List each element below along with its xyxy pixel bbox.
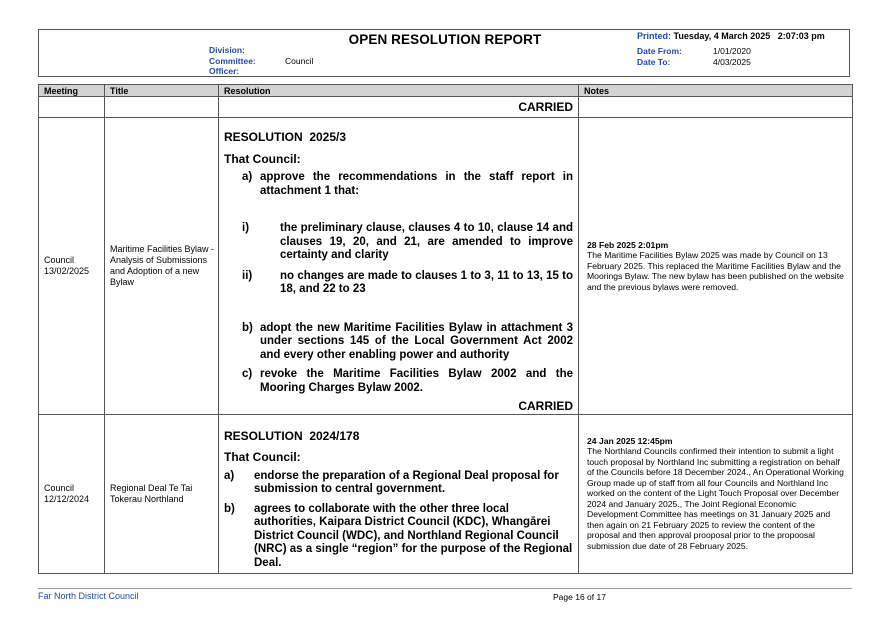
table-row	[39, 97, 853, 118]
printed-value: Tuesday, 4 March 2025 2:07:03 pm	[673, 31, 825, 41]
date-range	[637, 46, 751, 67]
resolution-item: a) approve the recommendations in the staff report in attachment 1 that:	[242, 171, 573, 197]
resolution-item: b) adopt the new Maritime Facilities Bylaw in attachment 3 under sections 145 of the Local Government Act 2002 and every other enabling power and authority	[242, 321, 573, 361]
resolution-number: RESOLUTION 2024/178	[224, 428, 360, 443]
notes-cell	[579, 414, 853, 573]
resolution-cell	[219, 414, 579, 573]
carried-label: CARRIED	[219, 97, 579, 118]
resolution-subitem: i) the preliminary clause, clauses 4 to 10, clause 14 and clauses 19, 20, and 21, are amended to improve certainty and clarity	[242, 222, 573, 261]
date-to-label: Date To:	[637, 56, 671, 67]
resolution-item: c) revoke the Maritime Facilities Bylaw 2002 and the Mooring Charges Bylaw 2002.	[242, 368, 573, 394]
table-row	[39, 414, 853, 573]
title-cell: Regional Deal Te Tai Tokerau Northland	[105, 414, 219, 573]
resolution-subitem: ii) no changes are made to clauses 1 to 3, 11 to 13, 15 to 18, and 22 to 23	[242, 269, 573, 295]
division-label: Division:	[209, 45, 245, 55]
officer-label: Officer:	[209, 66, 240, 76]
resolution-item: b) agrees to collaborate with the other three local authorities, Kaipara District Council (KDC), Whangārei District Council (WDC), and Northland Regional Council (NRC) as a single “region” for the purpose of the Regional Deal.	[224, 502, 573, 569]
committee-value: Council	[285, 56, 314, 66]
table-header-row	[39, 85, 853, 97]
printed-label: Printed:	[637, 31, 672, 41]
col-header-meeting: Meeting	[39, 85, 105, 97]
note-date: 28 Feb 2025 2:01pm	[587, 239, 669, 250]
note-text: The Northland Councils confirmed their intention to submit a light touch proposal by Northland Inc submitting a registration on behalf of the Councils before 18 December 2024., An Operational Working Group made up of staff from all four Councils and Northland Inc worked on the content of the Light Touch Proposal over December 2024 and January 2025., The Joint Regional Economic Development Committee has meetings on 31 January 2025 and then again on 21 February 2025 to review the content of the proposal and then approval prooposal prior to the propoosal submission due date of 28 February 2025.	[587, 446, 844, 551]
report-header	[38, 29, 850, 77]
page-number: Page 16 of 17	[553, 592, 606, 602]
resolution-preamble: That Council:	[224, 151, 301, 166]
resolution-number: RESOLUTION 2025/3	[224, 130, 347, 144]
title-cell: Maritime Facilities Bylaw - Analysis of Submissions and Adoption of a new Bylaw	[105, 118, 219, 415]
report-title: OPEN RESOLUTION REPORT	[348, 32, 542, 47]
footer-divider	[38, 588, 852, 589]
note-date: 24 Jan 2025 12:45pm	[587, 435, 673, 446]
date-from-label: Date From:	[637, 46, 682, 56]
footer-organisation: Far North District Council	[38, 591, 139, 601]
resolution-table	[38, 84, 853, 574]
table-row	[39, 118, 853, 415]
resolution-preamble: That Council:	[224, 450, 301, 465]
date-from-value: 1/01/2020	[713, 46, 751, 56]
printed-info	[637, 31, 825, 41]
resolution-cell	[219, 118, 579, 415]
header-labels	[209, 45, 256, 77]
note-text: The Maritime Facilities Bylaw 2025 was made by Council on 13 February 2025. This replaced the Maritime Facilities Bylaw and the Moorings Bylaw. The new bylaw has been published on the website and the previous bylaws were removed.	[587, 250, 844, 292]
col-header-title: Title	[105, 85, 219, 97]
committee-label: Committee:	[209, 55, 256, 66]
col-header-notes: Notes	[579, 85, 853, 97]
carried-label: CARRIED	[518, 399, 573, 413]
meeting-cell: Council 12/12/2024	[39, 414, 105, 573]
col-header-resolution: Resolution	[219, 85, 579, 97]
resolution-item: a) endorse the preparation of a Regional Deal proposal for submission to central government.	[224, 469, 559, 496]
date-to-value: 4/03/2025	[713, 56, 751, 67]
notes-cell	[579, 118, 853, 415]
meeting-cell: Council 13/02/2025	[39, 118, 105, 415]
